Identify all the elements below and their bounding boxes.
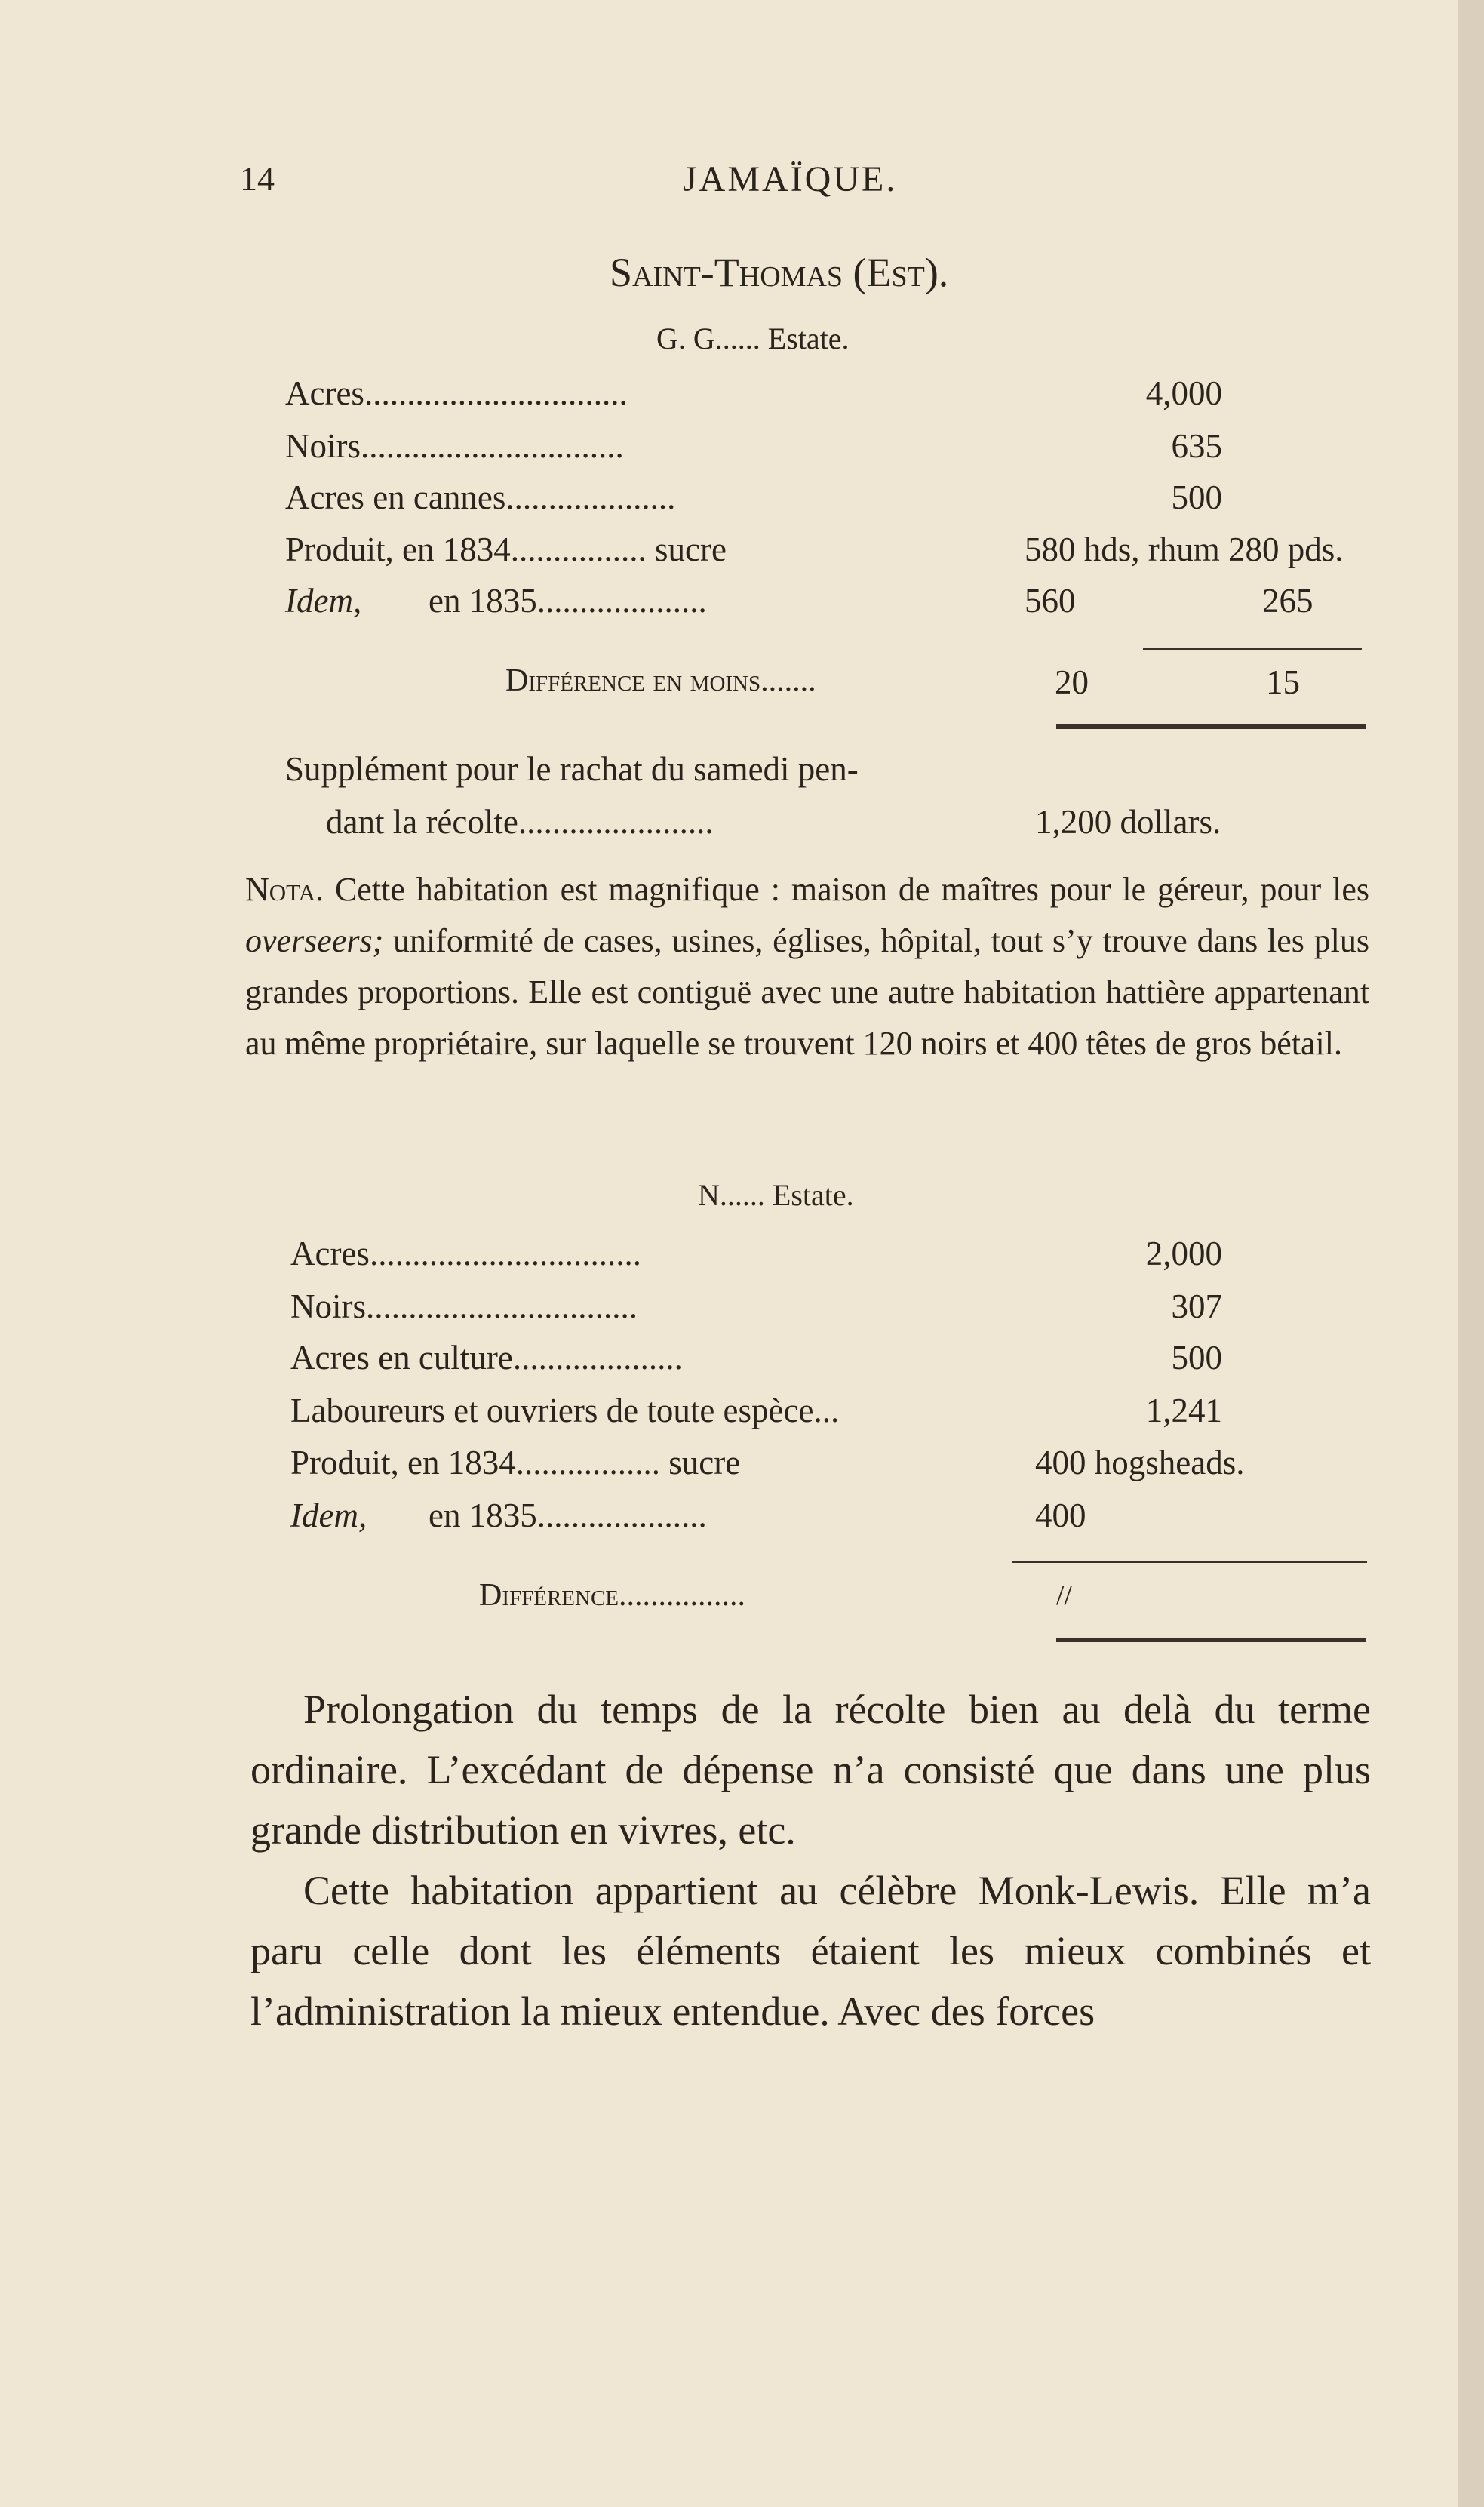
nota-label: Nota. <box>245 871 324 908</box>
table-row-label-italic: Idem, <box>290 1497 367 1534</box>
table-row-value: 500 <box>1171 1339 1222 1377</box>
sum-rule <box>1143 648 1362 650</box>
estate-heading: G. G...... Estate. <box>656 321 850 355</box>
body-paragraph: Cette habitation appartient au célèbre Monk-Lewis. Elle m’a paru celle dont les éléments étaient les mieux combinés et l’administration la mieux entendue. Avec des forces <box>250 1868 1371 2034</box>
supplement-value: 1,200 dollars. <box>1035 803 1221 841</box>
body-text <box>250 1679 1371 2041</box>
body-paragraph: Prolongation du temps de la récolte bien au delà du terme ordinaire. L’excédant de dépense n’a consisté que dans une plus grande distribution en vivres, etc. <box>250 1687 1371 1853</box>
estate-heading: N...... Estate. <box>698 1178 854 1212</box>
table-row-label: Laboureurs et ouvriers de toute espèce... <box>290 1392 840 1429</box>
page-number: 14 <box>240 159 275 198</box>
table-row-label: Noirs............................... <box>285 427 624 465</box>
sum-rule <box>1012 1561 1367 1563</box>
table-row-label: Produit, en 1834................. sucre <box>290 1444 741 1481</box>
section-title: Saint-Thomas (Est). <box>610 250 949 295</box>
nota-paragraph: Nota. Cette habitation est magnifique : maison de maîtres pour le géreur, pour les overseers; uniformité de cases, usines, églises, hôpital, tout s’y trouve dans les plus grandes proportions. Elle est contiguë avec une autre habitation hattière appartenant au même propriétaire, sur laquelle se trouvent 120 noirs et 400 têtes de gros bétail. <box>245 871 1369 1062</box>
total-rule <box>1056 1638 1366 1642</box>
table-row-label: en 1835.................... <box>429 582 707 620</box>
table-row-label: Acres................................ <box>290 1235 641 1272</box>
table-row-value: 4,000 <box>1145 374 1222 412</box>
table-row-label: Acres............................... <box>285 374 628 412</box>
difference-label: Différence en moins....... <box>505 663 816 698</box>
table-row-value: 635 <box>1171 427 1222 465</box>
page-edge <box>1458 0 1484 2507</box>
table-row-value: 2,000 <box>1145 1235 1222 1272</box>
table-row-label: Produit, en 1834................ sucre <box>285 531 727 568</box>
table-row-value: 265 <box>1262 582 1313 620</box>
total-rule <box>1056 724 1366 729</box>
table-row-value: 400 hogsheads. <box>1035 1444 1245 1481</box>
table-row-value: 1,241 <box>1145 1392 1222 1429</box>
table-row-label-italic: Idem, <box>285 582 362 620</box>
table-row-value: 560 <box>1025 582 1076 620</box>
difference-value: 15 <box>1266 663 1300 701</box>
table-row-label: en 1835.................... <box>429 1497 707 1534</box>
table-row-label: Noirs................................ <box>290 1287 638 1325</box>
table-row-label: Acres en cannes.................... <box>285 478 676 516</box>
supplement-line: Supplément pour le rachat du samedi pen- <box>285 750 859 788</box>
supplement-line: dant la récolte....................... <box>326 803 714 841</box>
table-row-value: 400 <box>1035 1497 1086 1534</box>
table-row-value: 580 hds, rhum 280 pds. <box>1025 531 1344 568</box>
table-row-label: Acres en culture.................... <box>290 1339 683 1377</box>
difference-label: Différence................ <box>479 1578 746 1613</box>
table-row-value: 500 <box>1171 478 1222 516</box>
difference-value: // <box>1056 1580 1073 1611</box>
table-row-value: 307 <box>1171 1287 1222 1325</box>
difference-value: 20 <box>1055 663 1089 701</box>
running-title: JAMAÏQUE. <box>683 159 898 199</box>
